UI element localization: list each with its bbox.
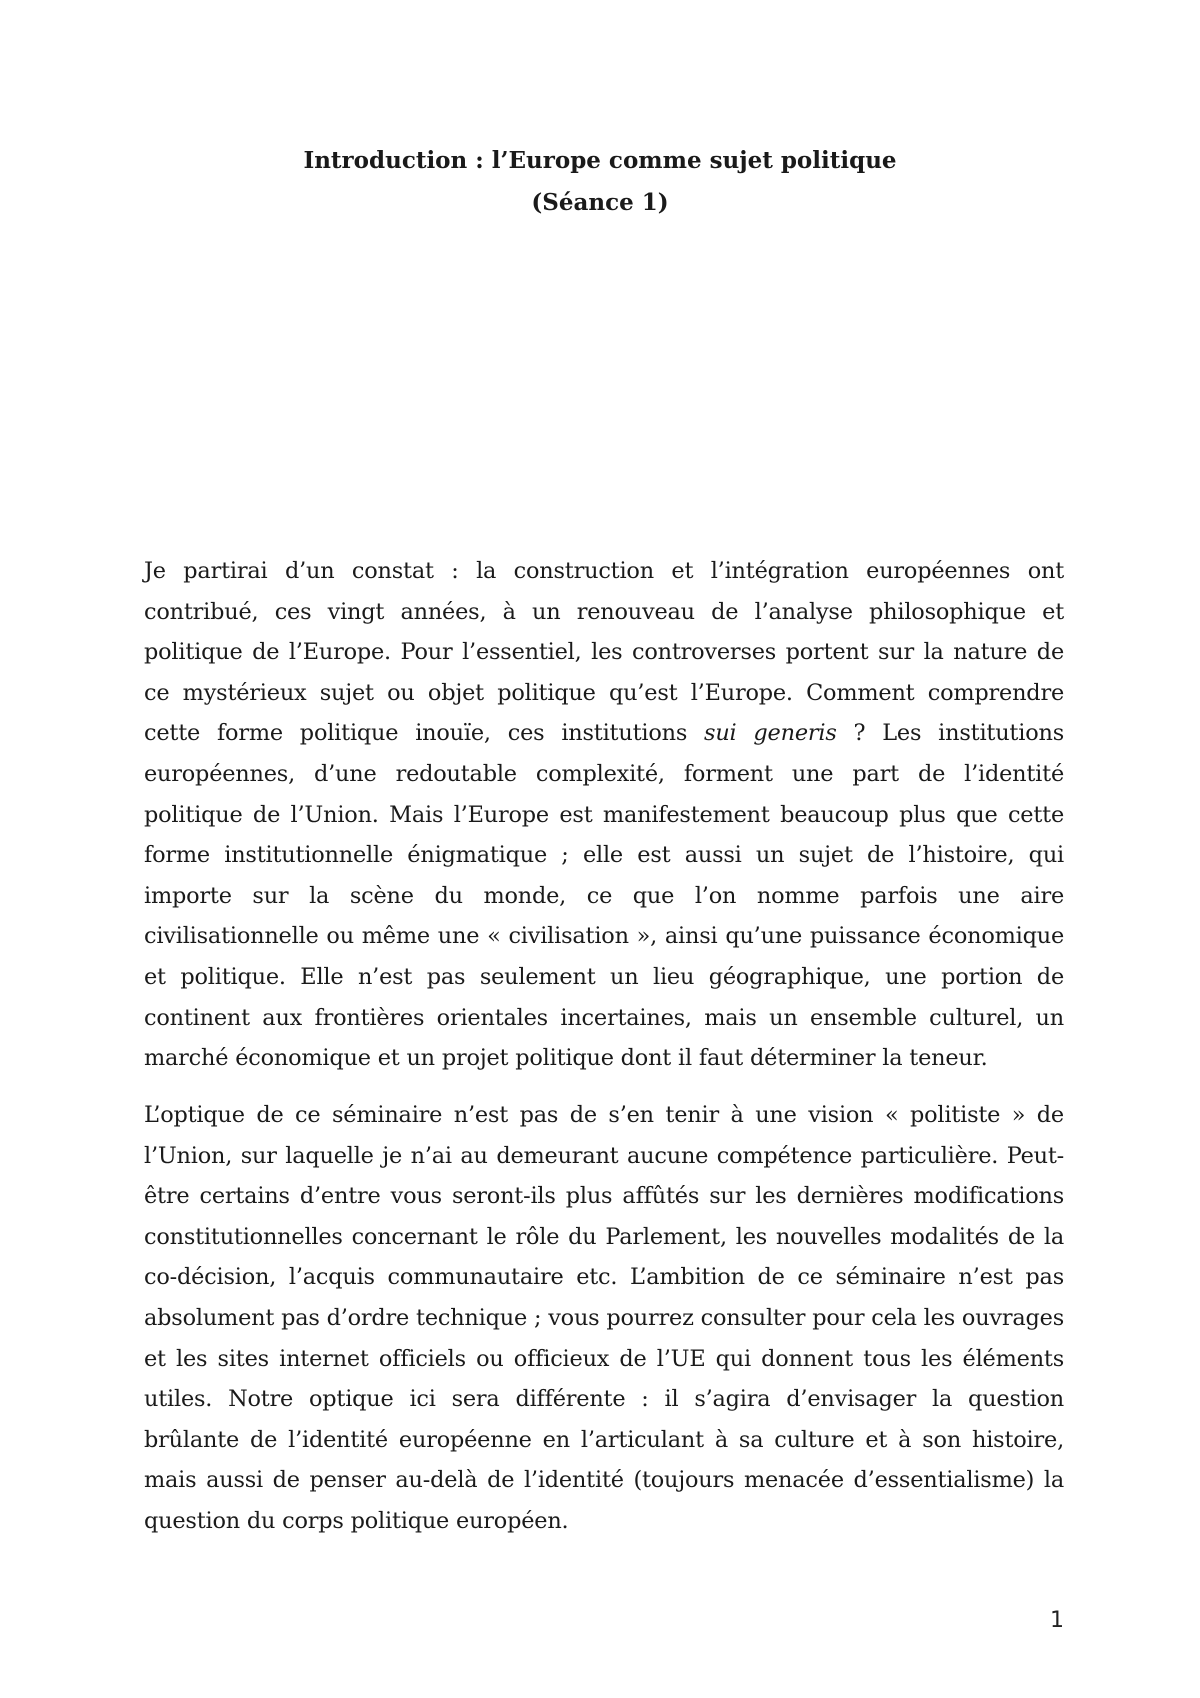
title-main: Introduction : l’Europe comme sujet politique	[303, 147, 897, 174]
paragraph-1-text	[144, 551, 1064, 1079]
paragraph-2-text: L’optique de ce séminaire n’est pas de s’en tenir à une vision « politiste » de l’Union, sur laquelle je n’ai au demeurant aucune compétence particulière. Peut-être certains d’entre vous seront-ils plus affûtés sur les dernières modifications constitutionnelles concernant le rôle du Parlement, les nouvelles modalités de la co-décision, l’acquis communautaire etc. L’ambition de ce séminaire n’est pas absolument pas d’ordre technique ; vous pourrez consulter pour cela les ouvrages et les sites internet officiels ou officieux de l’UE qui donnent tous les éléments utiles. Notre optique ici sera différente : il s’agira d’envisager la question brûlante de l’identité européenne en l’articulant à sa culture et à son histoire, mais aussi de penser au-delà de l’identité (toujours menacée d’essentialisme) la question du corps politique européen.	[144, 1102, 1064, 1534]
paragraph-1	[144, 551, 1064, 1079]
paragraph-1-italic: sui generis	[704, 720, 837, 747]
paragraph-2	[144, 1095, 1064, 1542]
page-number: 1	[1050, 1608, 1064, 1633]
document-title	[0, 140, 1200, 224]
title-session: (Séance 1)	[531, 189, 669, 216]
paragraph-1-part-2: ? Les institutions européennes, d’une redoutable complexité, forment une part de l’identité politique de l’Union. Mais l’Europe est manifestement beaucoup plus que cette forme institutionnelle énigmatique ; elle est aussi un sujet de l’histoire, qui importe sur la scène du monde, ce que l’on nomme parfois une aire civilisationnelle ou même une « civilisation », ainsi qu’une puissance économique et politique. Elle n’est pas seulement un lieu géographique, une portion de continent aux frontières orientales incertaines, mais un ensemble culturel, un marché économique et un projet politique dont il faut déterminer la teneur.	[144, 720, 1064, 1072]
paragraph-1-part-1: Je partirai d’un constat : la construction et l’intégration européennes ont contribué, ces vingt années, à un renouveau de l’analyse philosophique et politique de l’Europe. Pour l’essentiel, les controverses portent sur la nature de ce mystérieux sujet ou objet politique qu’est l’Europe. Comment comprendre cette forme politique inouïe, ces institutions	[144, 558, 1064, 747]
